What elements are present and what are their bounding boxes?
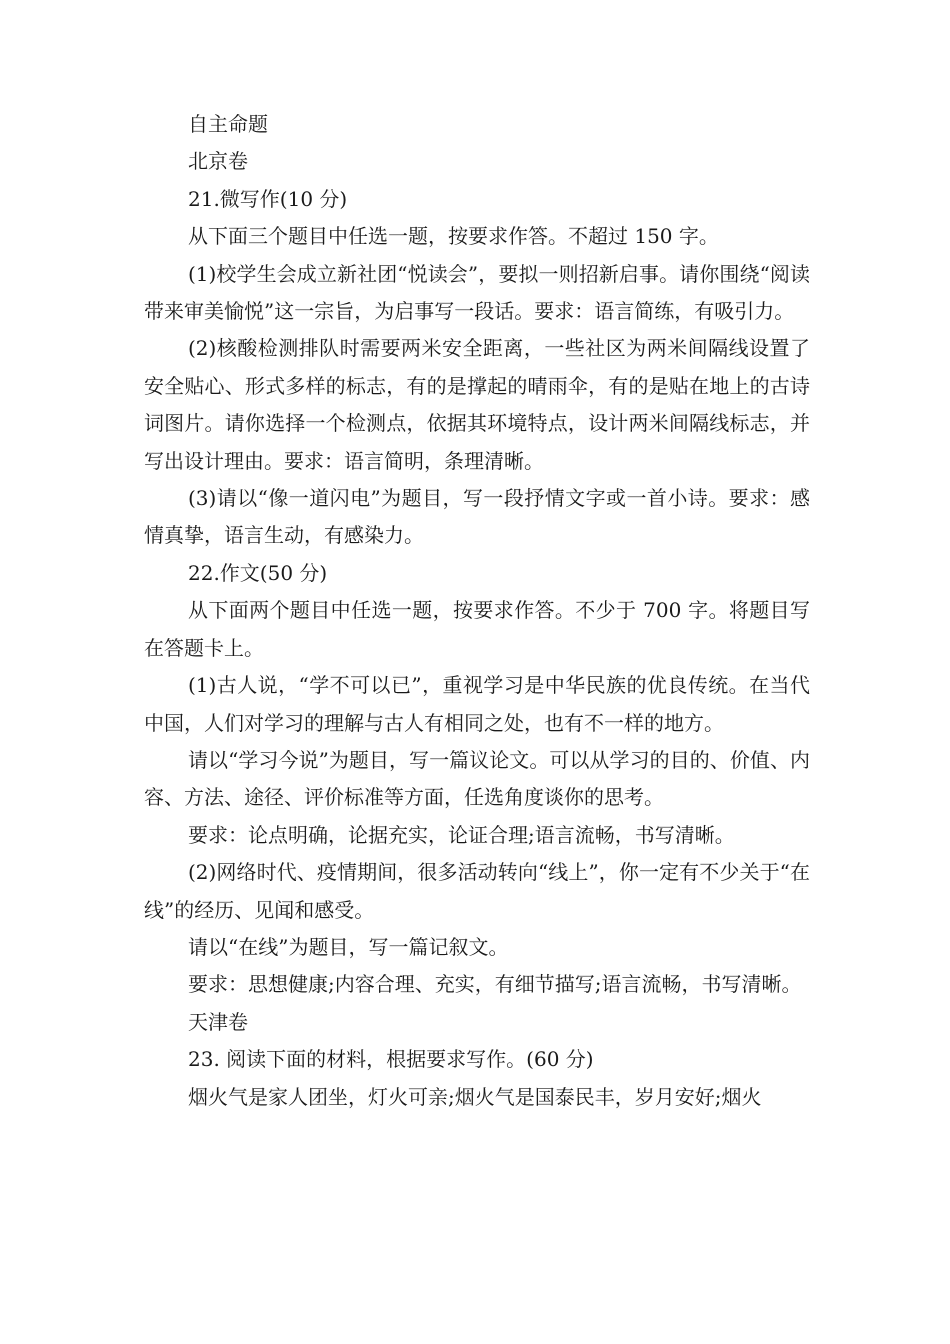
requirement-paragraph: 要求：思想健康;内容合理、充实，有细节描写;语言流畅，书写清晰。 (188, 972, 802, 997)
instruction-paragraph: 从下面两个题目中任选一题，按要求作答。不少于 700 字。将题目写在答题卡上。 (144, 598, 810, 660)
prompt-paragraph: (1)校学生会成立新社团“悦读会”，要拟一则招新启事。请你围绕“阅读带来审美愉悦”这一宗旨，为启事写一段话。要求：语言简练，有吸引力。 (144, 261, 810, 324)
requirement-paragraph: 要求：论点明确，论据充实，论证合理;语言流畅，书写清晰。 (188, 822, 735, 847)
material-paragraph: 烟火气是家人团坐，灯火可亲;烟火气是国泰民丰，岁月安好;烟火 (188, 1084, 762, 1109)
question-heading: 22.作文(50 分) (188, 560, 328, 585)
prompt-paragraph: 请以“学习今说”为题目，写一篇议论文。可以从学习的目的、价值、内容、方法、途径、评价标准等方面，任选角度谈你的思考。 (144, 747, 810, 810)
question-heading: 21.微写作(10 分) (188, 186, 348, 211)
instruction-paragraph: 从下面三个题目中任选一题，按要求作答。不超过 150 字。 (188, 224, 719, 249)
prompt-paragraph: (2)网络时代、疫情期间，很多活动转向“线上”，你一定有不少关于“在线”的经历、见闻和感受。 (144, 860, 810, 922)
prompt-paragraph: (2)核酸检测排队时需要两米安全距离，一些社区为两米间隔线设置了安全贴心、形式多样的标志，有的是撑起的晴雨伞，有的是贴在地上的古诗词图片。请你选择一个检测点，依据其环境特点，设计两米间隔线标志，并写出设计理由。要求：语言简明，条理清晰。 (144, 336, 810, 473)
prompt-paragraph: (3)请以“像一道闪电”为题目，写一段抒情文字或一首小诗。要求：感情真挚，语言生动，有感染力。 (144, 486, 810, 548)
exam-region-heading: 北京卷 (188, 149, 248, 174)
prompt-paragraph: 请以“在线”为题目，写一篇记叙文。 (188, 934, 509, 959)
exam-region-heading: 天津卷 (188, 1009, 248, 1034)
section-heading: 自主命题 (188, 112, 268, 136)
question-heading: 23. 阅读下面的材料，根据要求写作。(60 分) (188, 1047, 594, 1072)
prompt-paragraph: (1)古人说，“学不可以已”，重视学习是中华民族的优良传统。在当代中国，人们对学习的理解与古人有相同之处，也有不一样的地方。 (144, 673, 810, 735)
document-page (144, 106, 810, 1116)
